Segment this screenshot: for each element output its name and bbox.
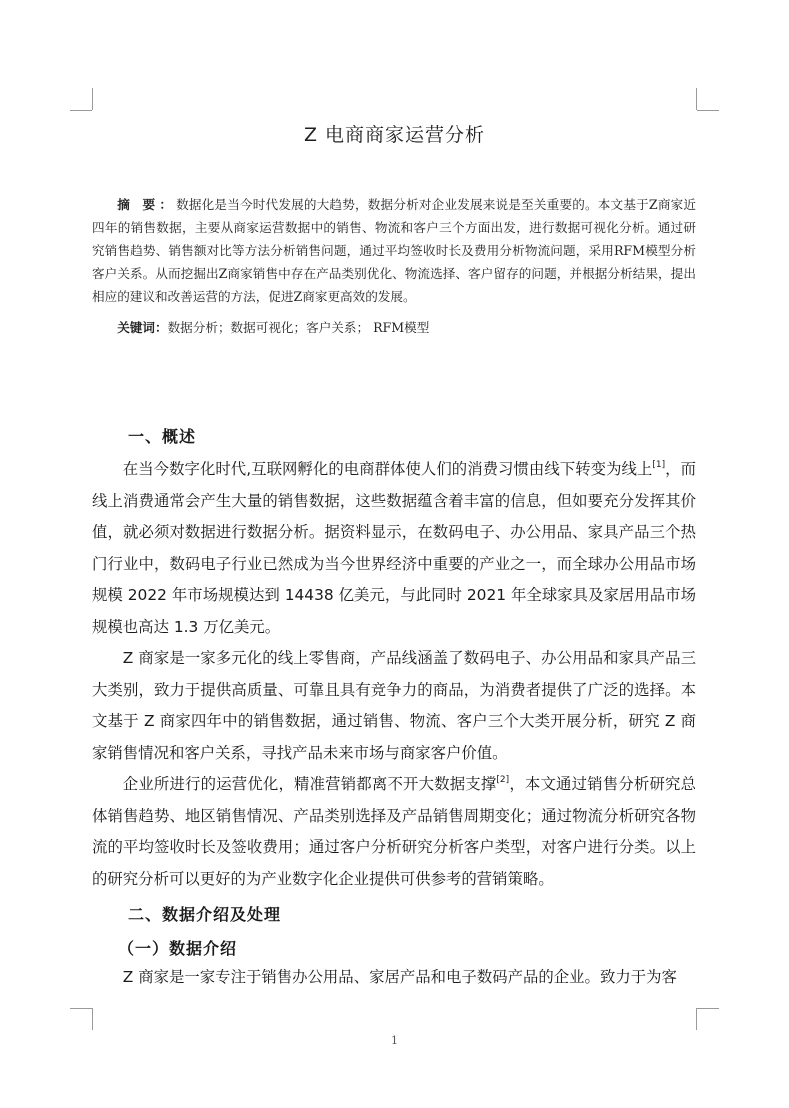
page-number: 1 <box>391 1034 398 1047</box>
crop-mark-top-right-h <box>697 110 719 111</box>
abstract-label: 摘 要： <box>117 197 177 212</box>
keywords <box>92 316 696 339</box>
abstract-text: 数据化是当今时代发展的大趋势，数据分析对企业发展来说是至关重要的。本文基于Z商家近四年的销售数据，主要从商家运营数据中的销售、物流和客户三个方面出发，进行数据可视化分析。通过研究销售趋势、销售额对比等方法分析销售问题，通过平均签收时长及费用分析物流问题，采用RFM模型分析客户关系。从而挖掘出Z商家销售中存在产品类别优化、物流选择、客户留存的问题，并根据分析结果，提出相应的建议和改善运营的方法，促进Z商家更高效的发展。 <box>92 197 696 304</box>
crop-mark-bottom-left-h <box>70 1008 92 1009</box>
section-heading-data: 二、数据介绍及处理 <box>128 905 282 924</box>
crop-mark-top-left-h <box>70 110 92 111</box>
crop-mark-top-right-v <box>696 88 697 110</box>
crop-mark-bottom-left-v <box>92 1008 93 1030</box>
paragraph-overview-3 <box>92 769 696 895</box>
paragraph-overview-1 <box>92 454 696 643</box>
citation-ref-2[interactable]: [2] <box>496 775 510 785</box>
section-heading-overview: 一、概述 <box>128 427 197 446</box>
keywords-label: 关键词： <box>117 320 168 335</box>
crop-mark-top-left-v <box>92 88 93 110</box>
crop-mark-bottom-right-h <box>697 1008 719 1009</box>
paragraph-text: 在当今数字化时代,互联网孵化的电商群体使人们的消费习惯由线下转变为线上 <box>122 460 653 478</box>
abstract <box>92 193 696 308</box>
keywords-text: 数据分析；数据可视化；客户关系； RFM模型 <box>167 320 430 335</box>
paragraph-text: ，而线上消费通常会产生大量的销售数据，这些数据蕴含着丰富的信息，但如要充分发挥其价值，就必须对数据进行数据分析。据资料显示，在数码电子、办公用品、家具产品三个热门行业中，数码电子行业已然成为当今世界经济中重要的产业之一，而全球办公用品市场规模 2022 年市场规模达到 14438 亿美元，与此同时 2021 年全球家具及家居用品市场规模也高达 1.3 万亿美元。 <box>92 460 696 636</box>
paragraph-overview-2: Z 商家是一家多元化的线上零售商，产品线涵盖了数码电子、办公用品和家具产品三大类别，致力于提供高质量、可靠且具有竞争力的商品，为消费者提供了广泛的选择。本文基于 Z 商家四年中的销售数据，通过销售、物流、客户三个大类开展分析，研究 Z 商家销售情况和客户关系，寻找产品未来市场与商家客户价值。 <box>92 649 696 762</box>
paragraph-text: 企业所进行的运营优化，精准营销都离不开大数据支撑 <box>122 775 497 793</box>
crop-mark-bottom-right-v <box>696 1008 697 1030</box>
citation-ref-1[interactable]: [1] <box>652 460 666 470</box>
subsection-heading-data-intro: （一）数据介绍 <box>118 939 238 958</box>
document-title: Z 电商商家运营分析 <box>303 124 486 146</box>
paragraph-text: ，本文通过销售分析研究总体销售趋势、地区销售情况、产品类别选择及产品销售周期变化；通过物流分析研究各物流的平均签收时长及签收费用；通过客户分析研究分析客户类型，对客户进行分类。以上的研究分析可以更好的为产业数字化企业提供可供参考的营销策略。 <box>92 775 696 888</box>
paragraph-data-intro: Z 商家是一家专注于销售办公用品、家居产品和电子数码产品的企业。致力于为客 <box>122 968 677 986</box>
